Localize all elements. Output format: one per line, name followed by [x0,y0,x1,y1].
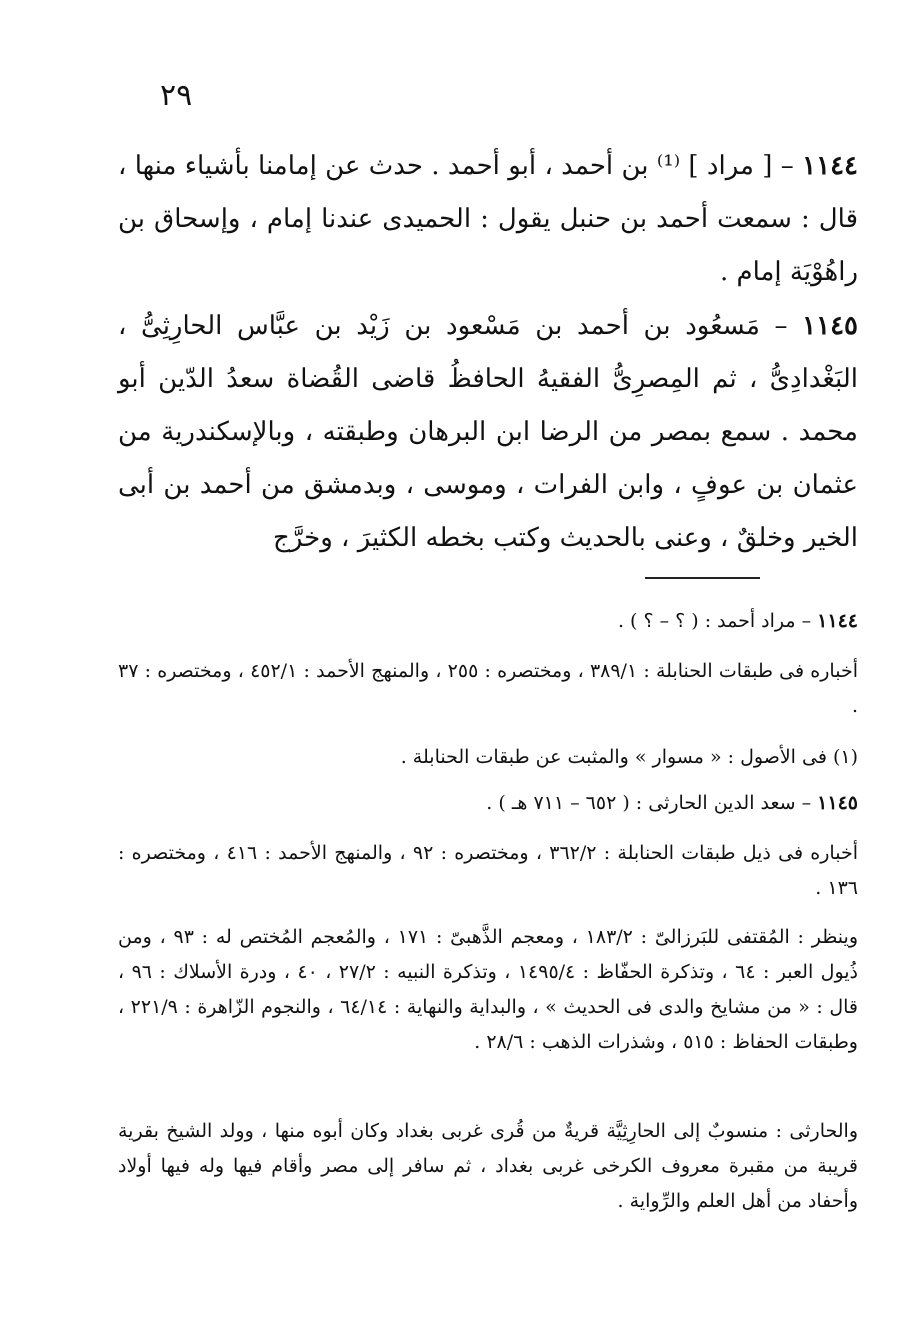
footnote-1145-harithi-note: والحارثى : منسوبٌ إلى الحارِثِيَّة قريةٌ من قُرى غربى بغداد وكان أبوه منها ، وولد الشيخ بقرية قريبة من مقبرة معروف الكرخى غربى بغداد ، ثم سافر إلى مصر وأقام فيها وله فيها أولاد وأحفاد من أهل العلم والرِّواية . [118,1120,858,1212]
entry-number: ١١٤٤ [802,151,858,181]
footnote-number: ١١٤٥ [817,792,858,814]
entry-1145 [118,300,858,565]
entry-text: – [ مراد ] ⁽¹⁾ بن أحمد ، أبو أحمد . حدث عن إمامنا بأشياء منها ، قال : سمعت أحمد بن حنبل يقول : الحميدى عندنا إمام ، وإسحاق بن راهُوْيَة إمام . [118,151,858,287]
footnote-note-1: (١) فى الأصول : « مسوار » والمثبت عن طبقات الحنابلة . [400,746,858,768]
footnote-1144-title [118,604,858,639]
entry-number: ١١٤٥ [802,311,858,341]
footnote-1145-sources: أخباره فى ذيل طبقات الحنابلة : ٣٦٢/٢ ، ومختصره : ٩٢ ، والمنهج الأحمد : ٤١٦ ، ومختصره : ١٣٦ . [118,842,858,899]
footnote-1144-sources: أخباره فى طبقات الحنابلة : ٣٨٩/١ ، ومختصره : ٢٥٥ ، والمنهج الأحمد : ٤٥٢/١ ، ومختصره : ٣٧ . [118,660,858,717]
page-number: ٢٩ [160,78,193,113]
footnote-number: ١١٤٤ [817,610,858,632]
footnote-separator [645,577,760,579]
footnote-1145-references: وينظر : المُقتفى للبَرزالىّ : ١٨٣/٢ ، ومعجم الذَّهبىّ : ١٧١ ، والمُعجم المُختص له : ٩٣ ، ومن ذُيول العبر : ٦٤ ، وتذكرة الحفّاظ : ١٤٩٥/٤ ، وتذكرة النبيه : ٢٧/٢ ، ٤٠ ، ودرة الأسلاك : ٩٦ ، قال : « من مشايخ والدى فى الحديث » ، والبداية والنهاية : ٦٤/١٤ ، والنجوم الزّاهرة : ٢٢١/٩ ، وطبقات الحفاظ : ٥١٥ ، وشذرات الذهب : ٢٨/٦ . [118,926,859,1053]
footnote-1145-title [118,786,858,821]
footnote-title-text: – مراد أحمد : ( ؟ – ؟ ) . [617,610,818,632]
footnote-title-text: – سعد الدين الحارثى : ( ٦٥٢ – ٧١١ هـ ) . [486,792,818,814]
entry-text: – مَسعُود بن أحمد بن مَسْعود بن زَيْد بن عبَّاس الحارِثِىُّ ، البَغْدادِىُّ ، ثم المِصرِىُّ الفقيهُ الحافظُ قاضى القُضاة سعدُ الدّين أبو محمد . سمع بمصر من الرضا ابن البرهان وطبقته ، وبالإسكندرية من عثمان بن عوفٍ ، وابن الفرات ، وموسى ، وبدمشق من أحمد بن أبى الخير وخلقٌ ، وعنى بالحديث وكتب بخطه الكثيرَ ، وخرَّج [118,311,858,553]
entry-1144 [118,140,858,299]
